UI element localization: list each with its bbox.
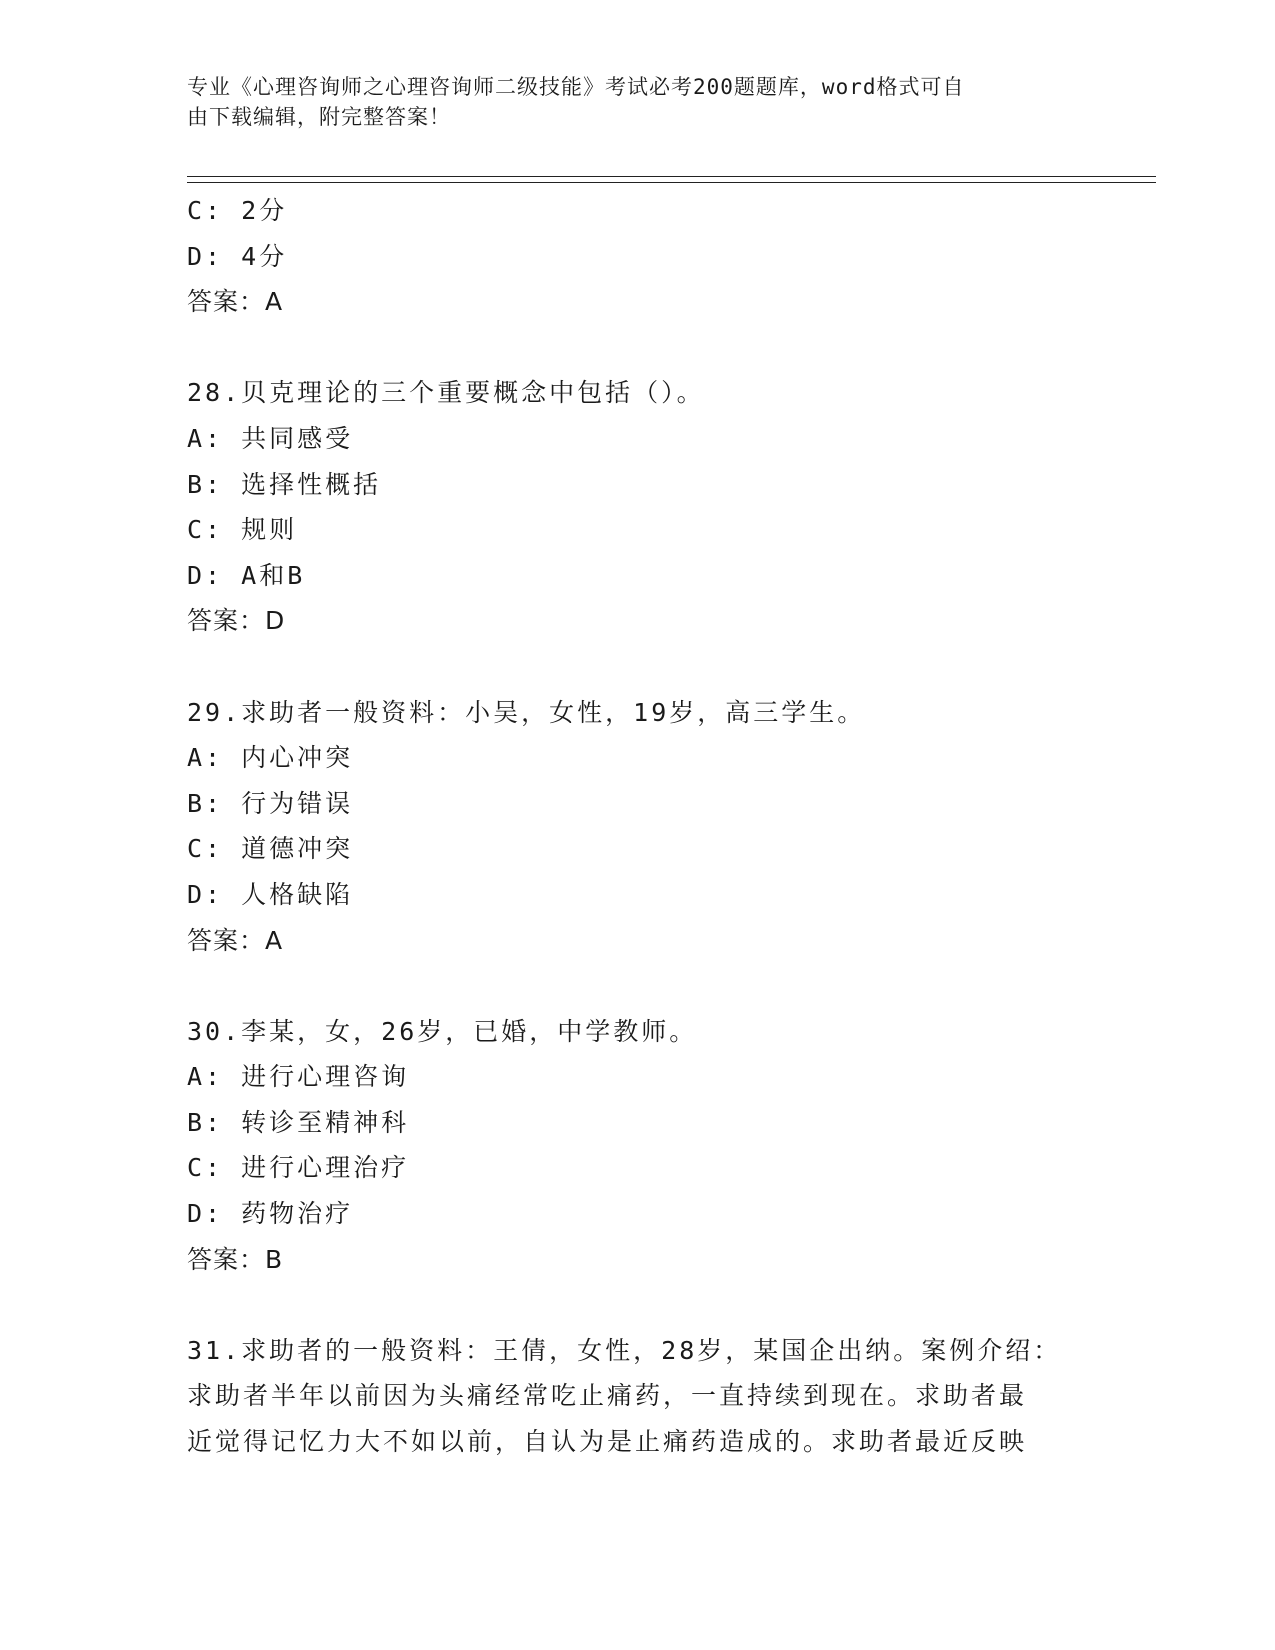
option-c: C: 进行心理治疗 [187, 1153, 410, 1183]
option-c: C: 规则 [187, 515, 298, 545]
option-a: A: 进行心理咨询 [187, 1062, 410, 1092]
document-header [187, 72, 1087, 132]
answer-line: 答案：A [187, 925, 284, 955]
option-a: A: 内心冲突 [187, 743, 354, 773]
question-31 [187, 1328, 1067, 1465]
spacer [187, 963, 1067, 1009]
question-stem-line: 求助者半年以前因为头痛经常吃止痛药，一直持续到现在。求助者最 [187, 1381, 1028, 1411]
answer-line: 答案：D [187, 606, 286, 636]
header-divider-top [187, 176, 1156, 177]
answer-line: 答案：A [187, 287, 284, 317]
option-a: A: 共同感受 [187, 423, 354, 453]
header-line-1: 专业《心理咨询师之心理咨询师二级技能》考试必考200题题库，word格式可自 [187, 75, 965, 99]
header-divider-bottom [187, 182, 1156, 183]
option-b: B: 选择性概括 [187, 469, 382, 499]
option-d: D: 人格缺陷 [187, 879, 354, 909]
option-c: C: 道德冲突 [187, 834, 354, 864]
spacer [187, 644, 1067, 690]
question-29 [187, 690, 1067, 964]
option-d: D: 药物治疗 [187, 1199, 354, 1229]
spacer [187, 1282, 1067, 1328]
question-stem: 28.贝克理论的三个重要概念中包括（）。 [187, 378, 705, 408]
option-b: B: 行为错误 [187, 788, 354, 818]
option-d: D: A和B [187, 560, 306, 590]
question-stem: 29.求助者一般资料：小吴，女性，19岁，高三学生。 [187, 697, 866, 727]
header-line-2: 由下载编辑，附完整答案！ [187, 105, 451, 129]
question-30 [187, 1009, 1067, 1283]
question-list [187, 188, 1067, 1465]
option-d: D: 4分 [187, 241, 288, 271]
question-28 [187, 370, 1067, 644]
option-b: B: 转诊至精神科 [187, 1107, 410, 1137]
question-stem-line: 近觉得记忆力大不如以前，自认为是止痛药造成的。求助者最近反映 [187, 1427, 1028, 1457]
option-c: C: 2分 [187, 196, 288, 225]
question-stem-line: 31.求助者的一般资料：王倩，女性，28岁，某国企出纳。案例介绍： [187, 1335, 1062, 1365]
question-stem: 30.李某，女，26岁，已婚，中学教师。 [187, 1016, 698, 1046]
previous-question-tail [187, 188, 1067, 325]
answer-line: 答案：B [187, 1244, 284, 1274]
spacer [187, 325, 1067, 371]
